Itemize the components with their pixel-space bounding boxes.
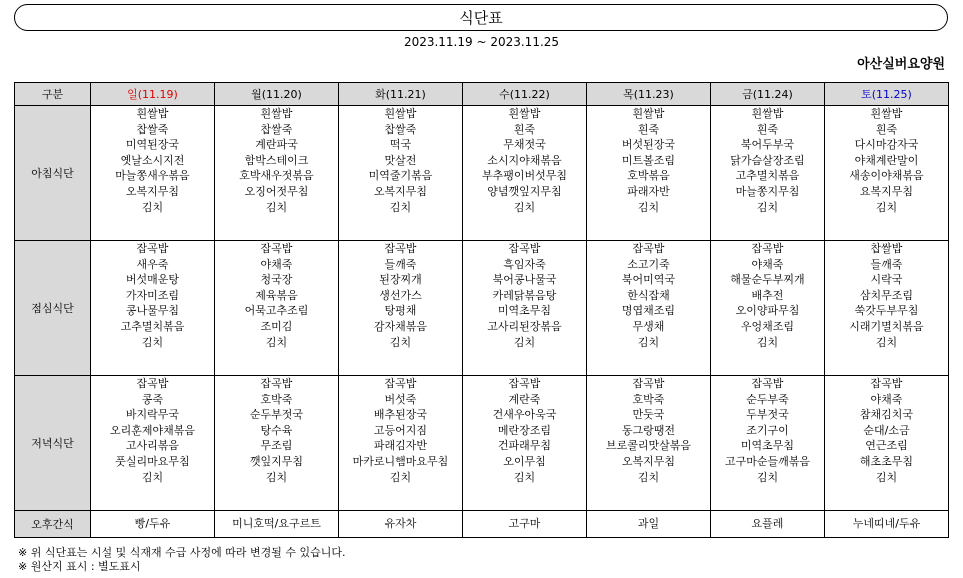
dish-item: 쑥갓두부무침 [854,304,919,318]
dish-item: 찹쌀죽 [384,122,417,136]
dish-item: 김치 [637,335,660,349]
dish-item: 김치 [875,470,898,484]
dish-item: 해물순두부찌개 [730,273,805,287]
dish-item: 소시지야채볶음 [487,153,562,167]
meal-cell [825,511,949,538]
dish-item: 잡곡밥 [632,377,665,390]
meal-cell [825,106,949,241]
dish-item: 오복지무침 [125,184,180,198]
dish-item: 유자차 [384,517,417,531]
meal-label: 점심식단 [15,241,91,376]
dish-item: 부추팽이버섯무침 [481,169,567,183]
note-line: ※ 위 식단표는 시설 및 식재재 수급 사정에 따라 변경될 수 있습니다. [18,546,346,559]
dish-item: 고사리된장볶음 [487,319,562,333]
dish-item: 콩나물무침 [125,304,180,318]
dish-item: 흰죽 [637,122,660,136]
dish-item: 배추전 [751,288,784,302]
dish-item: 잡곡밥 [508,242,541,255]
header-row [15,83,949,106]
dish-item: 미트볼조림 [621,153,676,167]
dish-item: 흰쌀밥 [870,107,903,120]
dish-item: 생선가스 [379,288,422,302]
dish-item: 메란장조림 [497,423,552,437]
dish-item: 잡곡밥 [751,242,784,255]
day-header-fri: 금(11.24) [711,83,825,106]
dish-item: 잡곡밥 [632,242,665,255]
day-header-thu: 목(11.23) [587,83,711,106]
dish-item: 어묵고추조림 [244,304,309,318]
meal-cell [215,511,339,538]
dish-item: 미니호떡/요구르트 [232,517,321,531]
dish-item: 함박스테이크 [244,153,309,167]
notes [18,546,345,574]
dish-item: 두부젓국 [746,408,789,422]
meal-cell [463,241,587,376]
dish-item: 새우죽 [136,257,169,271]
dish-item: 브로콜리맛살볶음 [605,439,691,453]
meal-cell [91,241,215,376]
dish-item: 흰죽 [875,122,898,136]
dish-item: 흰죽 [756,122,779,136]
dish-item: 미역된장국 [125,138,180,152]
dish-item: 요복지무침 [859,184,914,198]
dish-item: 흰쌀밥 [384,107,417,120]
meal-cell [339,376,463,511]
day-header-sat: 토(11.25) [825,83,949,106]
dish-item: 순두부죽 [746,392,789,406]
dish-item: 오이양파무침 [735,304,800,318]
dish-item: 잡곡밥 [508,377,541,390]
dish-item: 김치 [513,470,536,484]
meal-cell [711,511,825,538]
meal-cell [587,376,711,511]
dish-item: 깻잎지무침 [249,454,304,468]
header-label: 구분 [15,83,91,106]
dish-item: 다시마감자국 [854,138,919,152]
meal-label: 아침식단 [15,106,91,241]
page-title: 식단표 [459,9,503,27]
dish-item: 오리훈제야채볶음 [109,423,195,437]
dish-item: 빵/두유 [134,517,171,531]
dish-item: 흰쌀밥 [508,107,541,120]
dish-item: 동그랑땡전 [621,423,676,437]
dish-item: 잡곡밥 [260,242,293,255]
dish-item: 버섯된장국 [621,138,676,152]
dish-item: 한식잡채 [627,288,670,302]
dish-item: 김치 [637,200,660,214]
dish-item: 배추된장국 [373,408,428,422]
dish-item: 야채계란말이 [854,153,919,167]
dish-item: 김치 [141,470,164,484]
dish-item: 호박죽 [260,392,293,406]
dish-item: 잡곡밥 [136,242,169,255]
dish-item: 건파래무침 [497,439,552,453]
dish-item: 고구마 [508,517,541,531]
dish-item: 잡곡밥 [136,377,169,390]
dish-item: 김치 [265,200,288,214]
snack-row [15,511,949,538]
meal-cell [215,106,339,241]
dish-item: 양념깻잎지무침 [487,184,562,198]
dish-item: 김치 [389,200,412,214]
dish-item: 마늘쫑지무침 [735,184,800,198]
meal-cell [587,106,711,241]
dish-item: 감자채볶음 [373,319,428,333]
dish-item: 흰쌀밥 [136,107,169,120]
dish-item: 찹쌀밥 [870,242,903,255]
meal-cell [825,376,949,511]
meal-cell [215,376,339,511]
meal-cell [711,241,825,376]
dish-item: 김치 [756,470,779,484]
dish-item: 버섯죽 [384,392,417,406]
dinner-row [15,376,949,511]
dish-item: 흰쌀밥 [632,107,665,120]
dish-item: 잡곡밥 [260,377,293,390]
dish-item: 누네띠네/두유 [852,517,921,531]
meal-label: 오후간식 [15,511,91,538]
meal-cell [825,241,949,376]
dish-item: 무생채 [632,319,665,333]
dish-item: 삼치무조림 [859,288,914,302]
day-header-sun: 일(11.19) [91,83,215,106]
dish-item: 북어콩나물국 [492,273,557,287]
dish-item: 떡국 [389,138,412,152]
dish-item: 제육볶음 [255,288,298,302]
dish-item: 들깨죽 [384,257,417,271]
dish-item: 야채죽 [751,257,784,271]
dish-item: 김치 [141,335,164,349]
dish-item: 고추멸치볶음 [735,169,800,183]
dish-item: 고등어지짐 [373,423,428,437]
dish-item: 요플레 [751,517,784,531]
meal-cell [91,511,215,538]
dish-item: 가자미조림 [125,288,180,302]
dish-item: 야채죽 [260,257,293,271]
dish-item: 김치 [637,470,660,484]
dish-item: 연근조림 [865,439,908,453]
dish-item: 탕평채 [384,304,417,318]
dish-item: 맛살전 [384,153,417,167]
note-line: ※ 원산지 표시 : 별도표시 [18,560,141,573]
meal-label: 저녁식단 [15,376,91,511]
dish-item: 오복지무침 [621,454,676,468]
dish-item: 옛날소시지전 [120,153,185,167]
dish-item: 시락국 [870,273,903,287]
meal-rows [15,106,949,538]
meal-cell [215,241,339,376]
date-range: 2023.11.19 ~ 2023.11.25 [403,35,560,49]
meal-cell [91,376,215,511]
dish-item: 김치 [875,200,898,214]
title-box [14,4,948,31]
dish-item: 카레닭볶음탕 [492,288,557,302]
dish-item: 계란죽 [508,392,541,406]
dish-item: 미역초무침 [740,439,795,453]
dish-item: 무조림 [260,439,293,453]
dish-item: 참채김치국 [859,408,914,422]
dish-item: 김치 [141,200,164,214]
dish-item: 소고기죽 [627,257,670,271]
dish-item: 순두부젓국 [249,408,304,422]
dish-item: 고구마순들깨볶음 [724,454,810,468]
dish-item: 흰쌀밥 [751,107,784,120]
dish-item: 호박죽 [632,392,665,406]
dish-item: 조기구이 [746,423,789,437]
meal-cell [339,241,463,376]
day-header-wed: 수(11.22) [463,83,587,106]
meal-cell [587,511,711,538]
dish-item: 잡곡밥 [384,242,417,255]
meal-cell [463,511,587,538]
dish-item: 흑임자죽 [503,257,546,271]
dish-item: 바지락무국 [125,408,180,422]
dish-item: 만둣국 [632,408,665,422]
dish-item: 조미김 [260,319,293,333]
dish-item: 파래김자반 [373,439,428,453]
dish-item: 김치 [756,200,779,214]
dish-item: 찹쌀죽 [136,122,169,136]
dish-item: 김치 [389,335,412,349]
dish-item: 과일 [637,517,660,531]
meal-cell [339,511,463,538]
meal-cell [339,106,463,241]
dish-item: 김치 [265,470,288,484]
dish-item: 탕수육 [260,423,293,437]
breakfast-row [15,106,949,241]
dish-item: 해초초무침 [859,454,914,468]
dish-item: 고추멸치볶음 [120,319,185,333]
dish-item: 풋실리마요무침 [115,454,190,468]
meal-cell [711,106,825,241]
dish-item: 잡곡밥 [870,377,903,390]
dish-item: 김치 [513,335,536,349]
meal-cell [711,376,825,511]
dish-item: 순대/소금 [863,423,910,437]
dish-item: 북어미역국 [621,273,676,287]
dish-item: 흰죽 [513,122,536,136]
dish-item: 흰쌀밥 [260,107,293,120]
meal-cell [463,376,587,511]
dish-item: 호박볶음 [627,169,670,183]
dish-item: 찹쌀죽 [260,122,293,136]
lunch-row [15,241,949,376]
dish-item: 잡곡밥 [384,377,417,390]
dish-item: 김치 [389,470,412,484]
dish-item: 시래기멸치볶음 [849,319,924,333]
day-header-mon: 월(11.20) [215,83,339,106]
meal-cell [91,106,215,241]
dish-item: 파래자반 [627,184,670,198]
dish-item: 된장찌개 [379,273,422,287]
dish-item: 버섯매운탕 [125,273,180,287]
day-header-tue: 화(11.21) [339,83,463,106]
dish-item: 마늘쫑새우볶음 [115,169,190,183]
dish-item: 김치 [875,335,898,349]
dish-item: 마카로니햄마요무침 [352,454,449,468]
dish-item: 북어두부국 [740,138,795,152]
menu-table [14,82,949,538]
dish-item: 오복지무침 [373,184,428,198]
dish-item: 청국장 [260,273,293,287]
dish-item: 호박새우젓볶음 [239,169,314,183]
dish-item: 건새우아욱국 [492,408,557,422]
dish-item: 콩죽 [141,392,164,406]
dish-item: 야채죽 [870,392,903,406]
dish-item: 미역줄기볶음 [368,169,433,183]
dish-item: 우엉채조림 [740,319,795,333]
dish-item: 닭가슴살장조림 [730,153,805,167]
dish-item: 김치 [756,335,779,349]
dish-item: 오징어젓무침 [244,184,309,198]
dish-item: 오이무침 [503,454,546,468]
dish-item: 새송이야채볶음 [849,169,924,183]
dish-item: 계란파국 [255,138,298,152]
dish-item: 명엽채조림 [621,304,676,318]
meal-cell [463,106,587,241]
dish-item: 김치 [513,200,536,214]
dish-item: 무채젓국 [503,138,546,152]
dish-item: 고사리볶음 [125,439,180,453]
dish-item: 미역초무침 [497,304,552,318]
dish-item: 들깨죽 [870,257,903,271]
dish-item: 김치 [265,335,288,349]
meal-cell [587,241,711,376]
dish-item: 잡곡밥 [751,377,784,390]
organization-name: 아산실버요양원 [857,57,945,72]
